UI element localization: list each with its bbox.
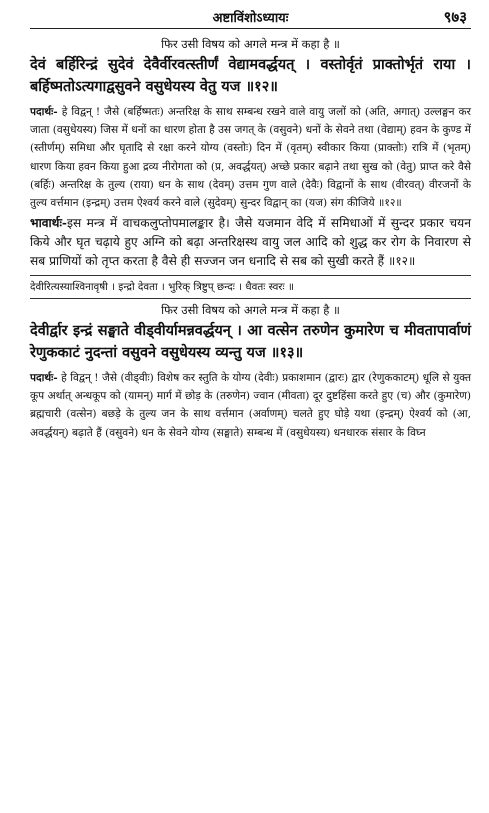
page-number: ९७३ <box>443 8 467 26</box>
padartha-text: हे विद्वन् ! जैसे (बर्हिष्मतः) अन्तरिक्ष के साथ सम्बन्ध रखने वाले वायु जलों को (अति, अगात्) उल्लङ्घन कर जाता (वसुधेयस्य) जिस में धनों का धारण होता है उस जगत् के (वसुवने) धनों के सेवने तथा (वेद्याम्) हवन के कुण्ड में (स्तीर्णम्) समिधा और घृतादि से रक्षा करने योग्य (वस्तोः) दिन में (वृतम्) स्वीकार किया (प्राक्तोः) रात्रि में (भृतम्) धारण किया हवन किया हुआ द्रव्य नीरोगता को (प्र, अवर्द्धयत्) अच्छे प्रकार बढ़ाने तथा सुख को (वेतु) प्राप्त करे वैसे (बर्हिः) अन्तरिक्ष के तुल्य (राया) धन के साथ (देवम्) उत्तम गुण वाले (देवैः) विद्वानों के साथ (वीरवत्) वीरजनों के तुल्य वर्त्तमान (इन्द्रम्) उत्तम ऐश्वर्य करने वाले (सुदेवम्) सुन्दर विद्वान् का (यज) संग कीजिये ॥१२॥ <box>30 105 471 210</box>
padartha-paragraph <box>30 369 471 442</box>
page-header <box>30 6 471 29</box>
rishi-devata-line: देवीरित्यस्याश्विनावृषी । इन्द्रो देवता । भुरिक् त्रिष्टुप् छन्दः । धैवतः स्वरः ॥ <box>30 280 295 293</box>
padartha-label: पदार्थः- <box>30 371 58 384</box>
mantra-text: देवं बर्हिरिन्द्रं सुदेवं देवैर्वीरवत्स्तीर्णं वेद्यामवर्द्धयत् । वस्तोर्वृतं प्राक्तोर्भृतं राया । बर्हिष्मतोऽत्यगाद्वसुवने वसुधेयस्य वेतु यज ॥१२॥ <box>30 56 471 96</box>
divider <box>30 298 471 299</box>
padartha-paragraph <box>30 103 471 212</box>
mantra-text: देवीर्द्वार इन्द्रं सङ्घाते वीड्वीर्यामन्नवर्द्धयन् । आ वत्सेन तरुणेन कुमारेण च मीवतापार्वाणं रेणुककाटं नुदन्तां वसुवने वसुधेयस्य व्यन्तु यज ॥१३॥ <box>30 321 471 362</box>
divider <box>30 275 471 276</box>
padartha-label: पदार्थः- <box>30 105 58 118</box>
section-intro: फिर उसी विषय को अगले मन्त्र में कहा है ॥ <box>161 37 340 51</box>
bhavartha-text: इस मन्त्र में वाचकलुप्तोपमालङ्कार है। जैसे यजमान वेदि में समिधाओं में सुन्दर प्रकार चयन किये और घृत चढ़ाये हुए अग्नि को बढ़ा अन्तरिक्षस्थ वायु जल आदि को शुद्ध कर रोग के निवारण से सब प्राणियों को तृप्त करता है वैसे ही सज्जन जन धनादि से सब को सुखी करते हैं ॥१२॥ <box>30 216 471 269</box>
section-mantra-13 <box>30 303 471 442</box>
padartha-text: हे विद्वन् ! जैसे (वीड्वीः) विशेष कर स्तुति के योग्य (देवीः) प्रकाशमान (द्वारः) द्वार (रेणुककाटम्) धूलि से युक्त कूप अर्थात् अन्धकूप को (यामन्) मार्ग में छोड़ के (तरुणेन) ज्वान (मीवता) दूर दुष्टहिंसा करते हुए (च) और (कुमारेण) ब्रह्मचारी (वत्सेन) बछड़े के तुल्य जन के साथ वर्त्तमान (अर्वाणम्) चलते हुए घोड़े यथा (इन्द्रम्) ऐश्वर्य को (आ, अवर्द्धयन्) बढ़ाते हैं (वसुवने) धन के सेवने योग्य (सङ्घाते) सम्बन्ध में (वसुधेयस्य) धनधारक संसार के विघ्न <box>30 371 471 439</box>
section-intro: फिर उसी विषय को अगले मन्त्र में कहा है ॥ <box>161 302 340 317</box>
bhavartha-label: भावार्थः- <box>30 216 67 231</box>
running-title: अष्टाविंशोऽध्यायः <box>212 11 289 26</box>
bhavartha-paragraph <box>30 214 471 271</box>
section-mantra-12 <box>30 37 471 271</box>
